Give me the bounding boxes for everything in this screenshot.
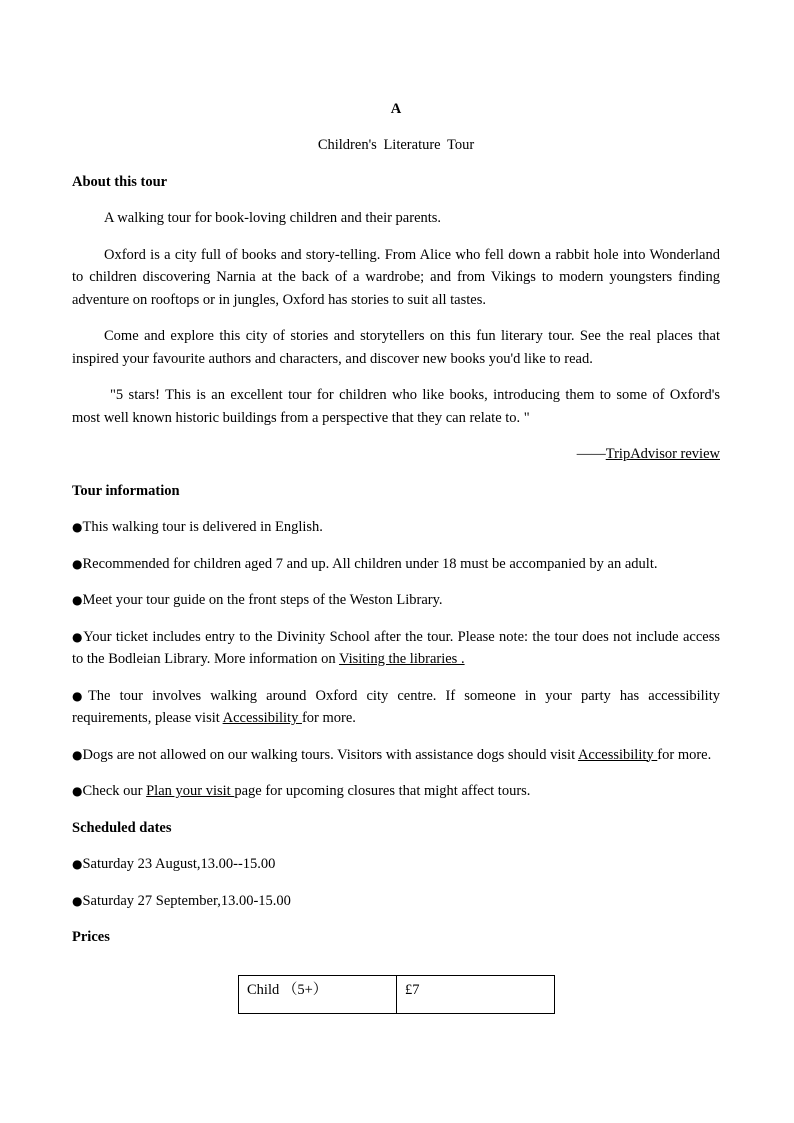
bullet-icon: ● bbox=[72, 593, 83, 607]
bullet-icon: ● bbox=[72, 629, 84, 644]
bullet-icon: ● bbox=[72, 520, 83, 534]
bullet-icon: ● bbox=[72, 857, 83, 871]
tour-info-item-dogs bbox=[72, 744, 720, 767]
about-paragraph-intro: A walking tour for book-loving children and their parents. bbox=[104, 210, 442, 226]
table-row bbox=[239, 976, 555, 1014]
review-attribution bbox=[72, 443, 720, 466]
plan-your-visit-link[interactable]: Plan your visit bbox=[146, 783, 235, 799]
tour-info-text: This walking tour is delivered in English. bbox=[82, 519, 323, 535]
tour-info-text: Recommended for children aged 7 and up. All children under 18 must be accompanied by an adult. bbox=[82, 555, 658, 572]
accessibility-dogs-link[interactable]: Accessibility bbox=[577, 746, 658, 763]
prices-table bbox=[238, 975, 555, 1014]
review-quote: "5 stars! This is an excellent tour for children who like books, introducing them to some of Oxford's most well known historic buildings from a perspective that they can relate to. " bbox=[72, 387, 720, 426]
tour-info-text-after: for more. bbox=[301, 710, 356, 726]
accessibility-link[interactable]: Accessibility bbox=[222, 710, 302, 726]
tour-info-text: The tour involves walking around Oxford city centre. If someone in your party has accessibility requirements, please visit bbox=[72, 687, 720, 726]
price-category-cell: Child （5+） bbox=[239, 976, 397, 1014]
scheduled-dates-heading: Scheduled dates bbox=[72, 819, 172, 836]
bullet-icon: ● bbox=[72, 556, 83, 571]
price-value-cell: £7 bbox=[397, 976, 555, 1014]
tour-info-item-language bbox=[72, 516, 720, 539]
document-page bbox=[72, 98, 720, 998]
tour-info-text: Meet your tour guide on the front steps of the Weston Library. bbox=[82, 592, 443, 608]
tour-info-item-age bbox=[72, 553, 720, 576]
tour-info-text-after: page for upcoming closures that might affect tours. bbox=[234, 783, 531, 799]
tour-info-item-ticket bbox=[72, 626, 720, 671]
tour-info-text-after: for more. bbox=[657, 746, 712, 763]
about-paragraph-explore: Come and explore this city of stories and storytellers on this fun literary tour. See the real places that inspired your favourite authors and characters, and discover new books you'd like to read. bbox=[72, 328, 720, 367]
bullet-icon: ● bbox=[72, 893, 83, 908]
tripadvisor-review-link[interactable]: TripAdvisor review bbox=[605, 446, 720, 462]
scheduled-date-item bbox=[72, 890, 720, 913]
bullet-icon: ● bbox=[72, 688, 88, 703]
about-paragraph-oxford: Oxford is a city full of books and story-telling. From Alice who fell down a rabbit hole into Wonderland to children discovering Narnia at the back of a wardrobe; and from Vikings to modern youngsters finding adventure on rooftops or in jungles, Oxford has stories to suit all tastes. bbox=[72, 246, 720, 308]
document-title: Children's Literature Tour bbox=[317, 137, 475, 153]
scheduled-date-text: Saturday 23 August,13.00--15.00 bbox=[82, 856, 276, 872]
bullet-icon: ● bbox=[72, 784, 83, 798]
about-heading: About this tour bbox=[72, 173, 168, 190]
tour-info-text: Dogs are not allowed on our walking tours. Visitors with assistance dogs should visit bbox=[82, 746, 578, 763]
tour-info-text: Your ticket includes entry to the Divinity School after the tour. Please note: the tour does not include access to the Bodleian Library. More information on bbox=[72, 628, 720, 667]
tour-info-item-closures bbox=[72, 780, 720, 803]
section-letter: A bbox=[390, 101, 402, 117]
tour-info-text: Check our bbox=[82, 783, 147, 799]
prices-heading: Prices bbox=[72, 929, 110, 945]
tour-info-item-meeting bbox=[72, 589, 720, 612]
visiting-libraries-link[interactable]: Visiting the libraries . bbox=[338, 651, 465, 667]
tour-info-item-accessibility bbox=[72, 685, 720, 730]
review-dash: —— bbox=[576, 446, 606, 462]
bullet-icon: ● bbox=[72, 747, 83, 762]
tour-info-heading: Tour information bbox=[72, 482, 180, 499]
scheduled-date-item bbox=[72, 853, 720, 876]
scheduled-date-text: Saturday 27 September,13.00-15.00 bbox=[82, 892, 291, 909]
